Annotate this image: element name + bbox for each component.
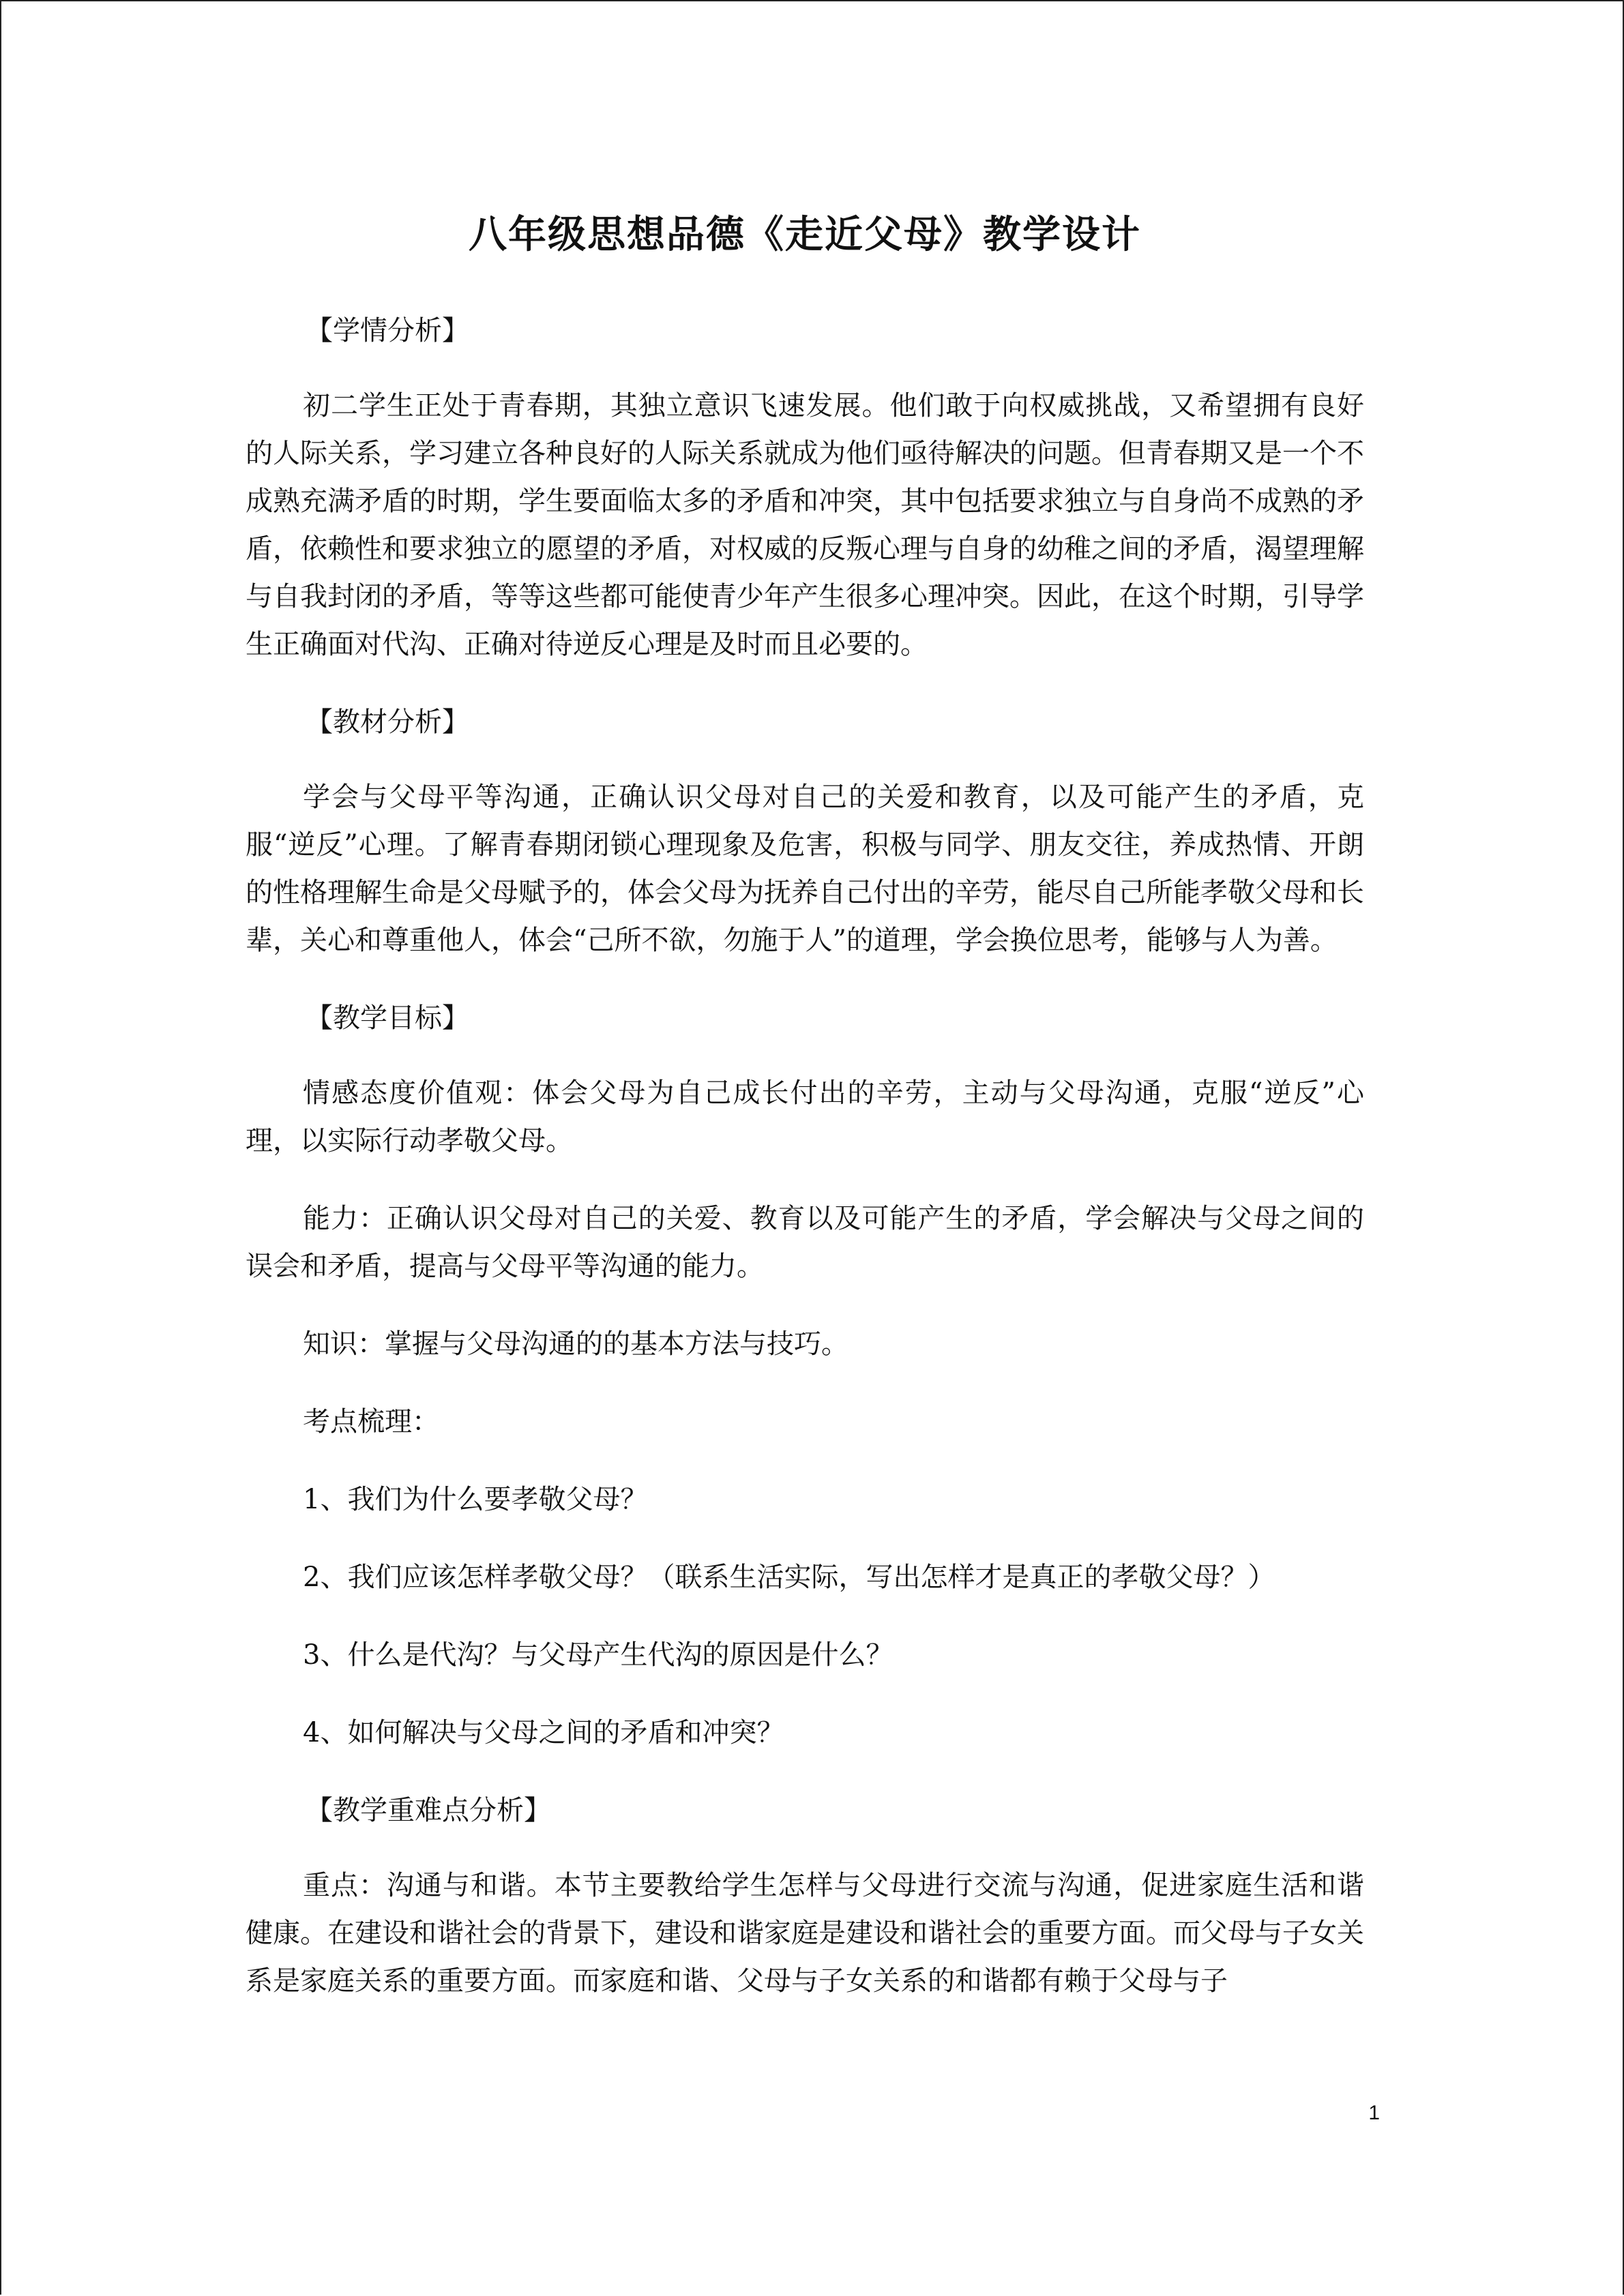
list-item: 1、我们为什么要孝敬父母？ xyxy=(303,1484,648,1515)
list-item: 4、如何解决与父母之间的矛盾和冲突？ xyxy=(303,1717,784,1748)
text-line: 考点梳理： xyxy=(303,1406,439,1437)
section-heading-key-difficulties: 【教学重难点分析】 xyxy=(306,1795,551,1826)
document-title: 八年级思想品德《走近父母》教学设计 xyxy=(469,212,1141,257)
paragraph: 能力：正确认识父母对自己的关爱、教育以及可能产生的矛盾，学会解决与父母之间的误会和矛盾，提高与父母平等沟通的能力。 xyxy=(246,1203,1364,1282)
list-item: 2、我们应该怎样孝敬父母？（联系生活实际，写出怎样才是真正的孝敬父母？） xyxy=(303,1562,1275,1593)
page-number: 1 xyxy=(1368,2102,1380,2124)
section-heading-textbook-analysis: 【教材分析】 xyxy=(306,706,469,738)
paragraph: 学会与父母平等沟通，正确认识父母对自己的关爱和教育，以及可能产生的矛盾，克服“逆反”心理。了解青春期闭锁心理现象及危害，积极与同学、朋友交往，养成热情、开朗的性格理解生命是父母赋予的，体会父母为抚养自己付出的辛劳，能尽自己所能孝敬父母和长辈，关心和尊重他人，体会“己所不欲，勿施于人”的道理，学会换位思考，能够与人为善。 xyxy=(246,781,1364,956)
section-heading-learning-analysis: 【学情分析】 xyxy=(306,315,469,346)
list-item: 3、什么是代沟？与父母产生代沟的原因是什么？ xyxy=(303,1639,894,1671)
paragraph: 情感态度价值观：体会父母为自己成长付出的辛劳，主动与父母沟通，克服“逆反”心理，以实际行动孝敬父母。 xyxy=(246,1077,1364,1157)
section-heading-teaching-objectives: 【教学目标】 xyxy=(306,1002,469,1034)
document-body xyxy=(246,205,1364,2035)
text-line: 知识：掌握与父母沟通的的基本方法与技巧。 xyxy=(303,1328,848,1360)
paragraph: 重点：沟通与和谐。本节主要教给学生怎样与父母进行交流与沟通，促进家庭生活和谐健康。在建设和谐社会的背景下，建设和谐家庭是建设和谐社会的重要方面。而父母与子女关系是家庭关系的重要方面。而家庭和谐、父母与子女关系的和谐都有赖于父母与子 xyxy=(246,1870,1364,1997)
paragraph: 初二学生正处于青春期，其独立意识飞速发展。他们敢于向权威挑战，又希望拥有良好的人际关系，学习建立各种良好的人际关系就成为他们亟待解决的问题。但青春期又是一个不成熟充满矛盾的时期，学生要面临太多的矛盾和冲突，其中包括要求独立与自身尚不成熟的矛盾，依赖性和要求独立的愿望的矛盾，对权威的反叛心理与自身的幼稚之间的矛盾，渴望理解与自我封闭的矛盾，等等这些都可能使青少年产生很多心理冲突。因此，在这个时期，引导学生正确面对代沟、正确对待逆反心理是及时而且必要的。 xyxy=(246,390,1364,660)
